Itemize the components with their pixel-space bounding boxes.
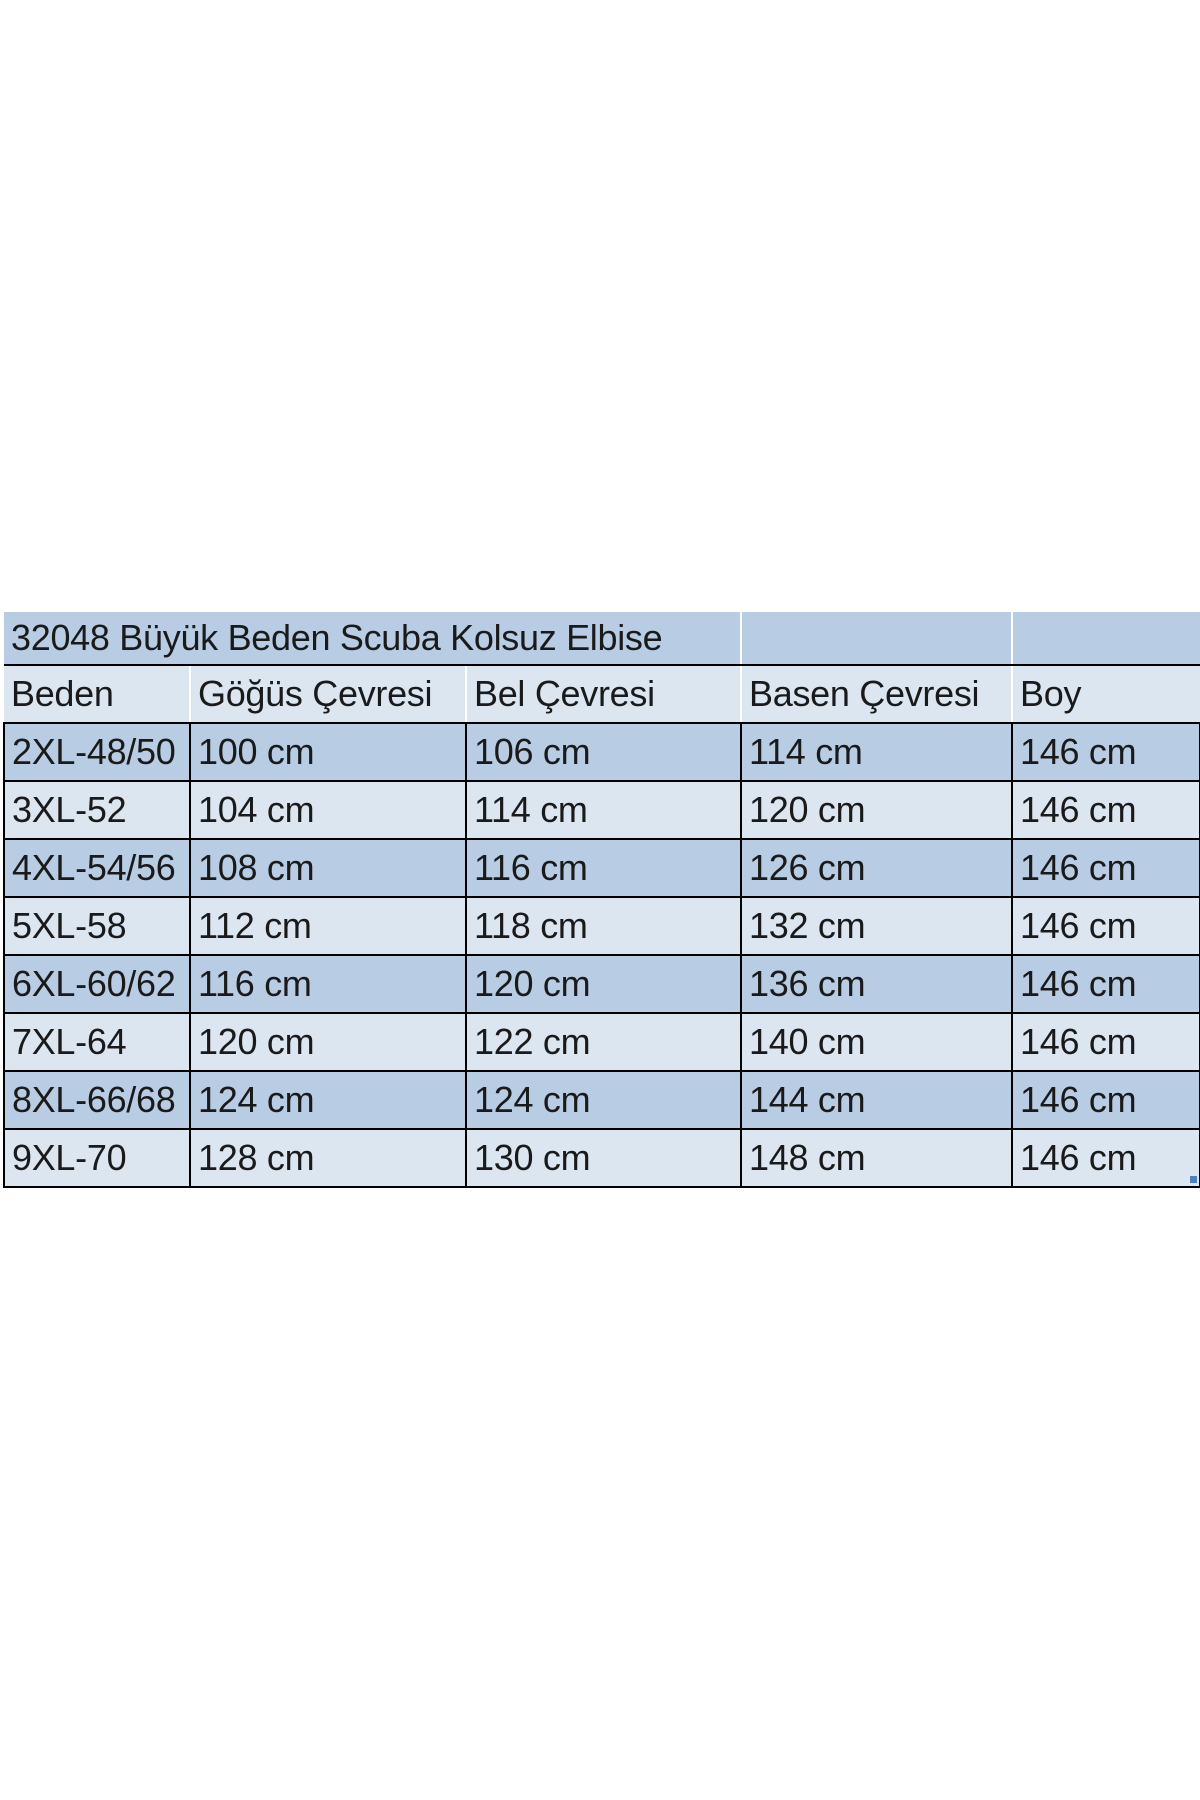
table-row (4, 781, 1200, 839)
table-row (4, 1071, 1200, 1129)
column-header-waist: Bel Çevresi (466, 665, 741, 723)
length-cell: 146 cm (1012, 1071, 1200, 1129)
title-row (4, 612, 1200, 665)
empty-cell (1012, 612, 1200, 665)
length-cell: 146 cm (1012, 1013, 1200, 1071)
hip-cell: 132 cm (741, 897, 1012, 955)
chest-cell: 116 cm (190, 955, 466, 1013)
table-title: 32048 Büyük Beden Scuba Kolsuz Elbise (4, 612, 741, 665)
size-cell: 4XL-54/56 (4, 839, 190, 897)
chest-cell: 128 cm (190, 1129, 466, 1187)
column-header-size: Beden (4, 665, 190, 723)
length-cell: 146 cm (1012, 723, 1200, 781)
waist-cell: 120 cm (466, 955, 741, 1013)
chest-cell: 100 cm (190, 723, 466, 781)
empty-cell (741, 612, 1012, 665)
length-cell: 146 cm (1012, 897, 1200, 955)
hip-cell: 136 cm (741, 955, 1012, 1013)
hip-cell: 140 cm (741, 1013, 1012, 1071)
waist-cell: 116 cm (466, 839, 741, 897)
chest-cell: 120 cm (190, 1013, 466, 1071)
table-row (4, 723, 1200, 781)
hip-cell: 126 cm (741, 839, 1012, 897)
column-header-length: Boy (1012, 665, 1200, 723)
chest-cell: 104 cm (190, 781, 466, 839)
fill-handle[interactable] (1190, 1176, 1197, 1183)
waist-cell: 106 cm (466, 723, 741, 781)
size-cell: 6XL-60/62 (4, 955, 190, 1013)
size-cell: 7XL-64 (4, 1013, 190, 1071)
waist-cell: 124 cm (466, 1071, 741, 1129)
chest-cell: 112 cm (190, 897, 466, 955)
hip-cell: 114 cm (741, 723, 1012, 781)
size-chart-table (3, 612, 1200, 1188)
size-cell: 5XL-58 (4, 897, 190, 955)
size-cell: 8XL-66/68 (4, 1071, 190, 1129)
size-cell: 9XL-70 (4, 1129, 190, 1187)
table-row (4, 839, 1200, 897)
size-cell: 2XL-48/50 (4, 723, 190, 781)
size-cell: 3XL-52 (4, 781, 190, 839)
hip-cell: 120 cm (741, 781, 1012, 839)
hip-cell: 144 cm (741, 1071, 1012, 1129)
chest-cell: 124 cm (190, 1071, 466, 1129)
length-cell: 146 cm (1012, 781, 1200, 839)
length-cell: 146 cm (1012, 1129, 1200, 1187)
hip-cell: 148 cm (741, 1129, 1012, 1187)
chest-cell: 108 cm (190, 839, 466, 897)
length-cell: 146 cm (1012, 955, 1200, 1013)
waist-cell: 122 cm (466, 1013, 741, 1071)
table-row (4, 1013, 1200, 1071)
waist-cell: 130 cm (466, 1129, 741, 1187)
table-row (4, 955, 1200, 1013)
header-row (4, 665, 1200, 723)
table-row (4, 1129, 1200, 1187)
length-cell: 146 cm (1012, 839, 1200, 897)
waist-cell: 118 cm (466, 897, 741, 955)
column-header-hip: Basen Çevresi (741, 665, 1012, 723)
column-header-chest: Göğüs Çevresi (190, 665, 466, 723)
waist-cell: 114 cm (466, 781, 741, 839)
table-row (4, 897, 1200, 955)
